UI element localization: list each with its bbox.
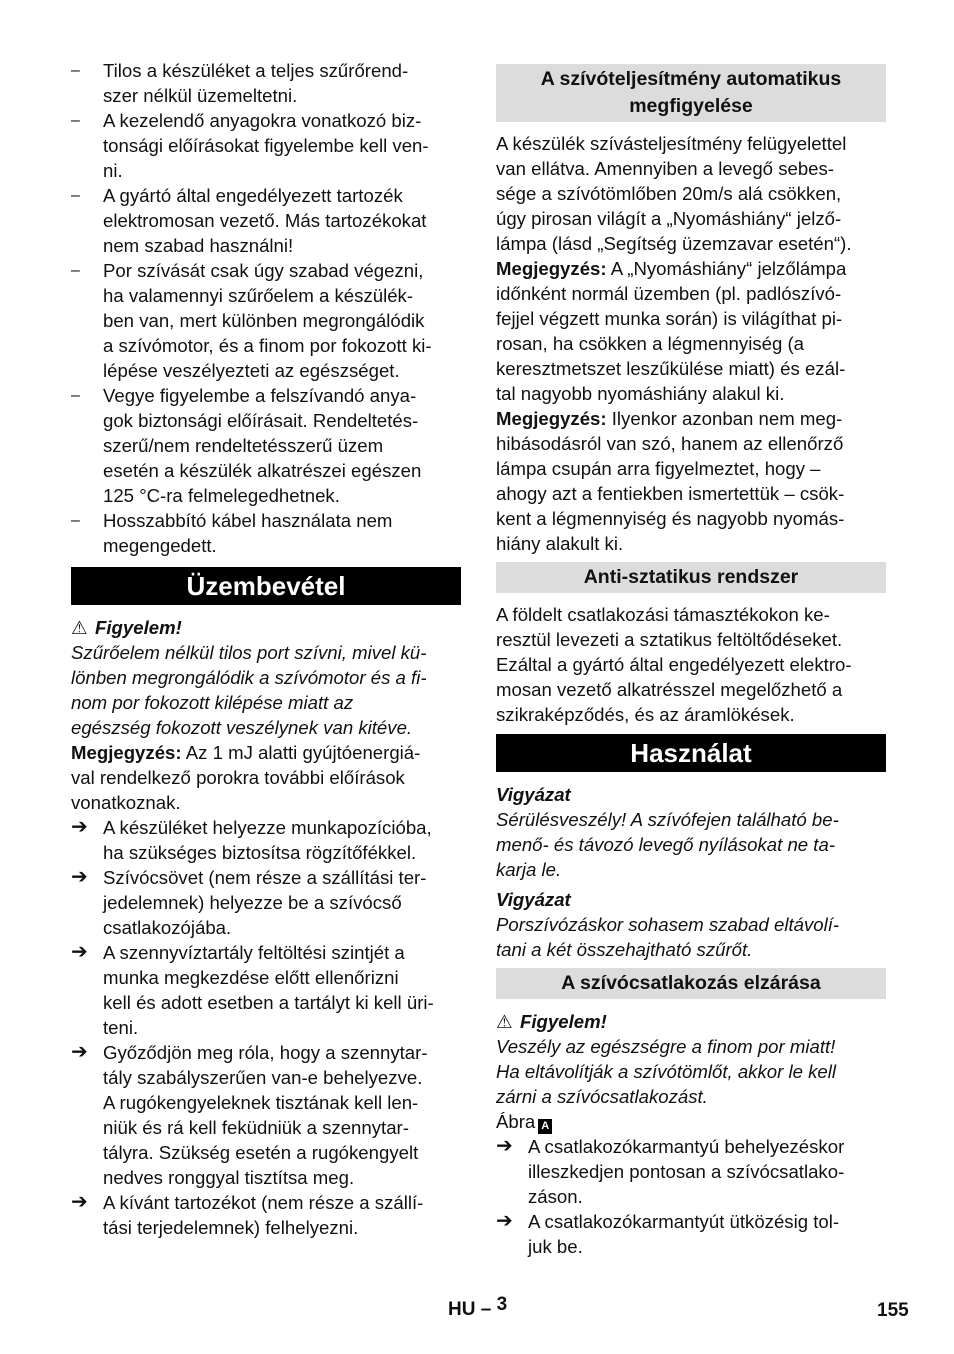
section-title-uzembevetel: Üzembevétel — [71, 567, 461, 605]
step-text: A készüléket helyezze munkapozícióba, ha szükséges biztosítsa rögzítőfékkel. — [103, 817, 432, 863]
step-item — [71, 1040, 461, 1190]
dash-marker: – — [71, 187, 80, 204]
list-item-text: A kezelendő anyagokra vonatkozó biz- tonsági előírásokat figyelembe kell ven- ni. — [103, 110, 429, 181]
note-label: Megjegyzés: — [71, 742, 182, 763]
caution-label: Vigyázat — [496, 784, 571, 805]
note-text: Ilyenkor azonban nem meg- hibásodásról van szó, hanem az ellenőrző lámpa csupán arra figyelmeztet, hogy – ahogy azt a fentiekben ismertettük – csök- kent a légmennyiség és nagyobb nyomás- hiány alakult ki. — [496, 408, 845, 554]
footer-language — [448, 1294, 508, 1322]
warning-label: Figyelem! — [95, 617, 182, 638]
figure-letter-icon: A — [538, 1119, 552, 1134]
monitor-text: A készülék szívásteljesítmény felügyelettel van ellátva. Amennyiben a levegő sebes- sége a szívótömlőben 20m/s alá csökken, úgy pirosan világít a „Nyomáshiány“ jelző- lámpa (lásd „Segítség üzemzavar esetén“). — [496, 133, 852, 254]
note-paragraph — [71, 740, 461, 815]
footer-section-page: 3 — [496, 1294, 508, 1315]
list-item-text: Tilos a készüléket a teljes szűrőrend- szer nélkül üzemeltetni. — [103, 60, 409, 106]
dash-marker: – — [71, 387, 80, 404]
note-paragraph — [496, 406, 886, 556]
list-item — [71, 258, 461, 383]
caution-text: Sérülésveszély! A szívófejen található be- menő- és távozó levegő nyílásokat ne ta- karja le. — [496, 809, 839, 880]
note-label: Megjegyzés: — [496, 258, 607, 279]
caution-label: Vigyázat — [496, 889, 571, 910]
warning-heading — [71, 615, 461, 640]
step-text: Szívócsövet (nem része a szállítási ter- jedelemnek) helyezze be a szívócső csatlakozójába. — [103, 867, 427, 938]
section-title-antistatic: Anti-sztatikus rendszer — [496, 562, 886, 593]
list-item — [71, 183, 461, 258]
list-item — [71, 58, 461, 108]
section-title-hasznalat: Használat — [496, 734, 886, 772]
note-paragraph — [496, 256, 886, 406]
right-column — [496, 58, 886, 1259]
step-item — [496, 1134, 886, 1209]
dash-marker: – — [71, 512, 80, 529]
list-item — [71, 508, 461, 558]
arrow-right-icon: ➔ — [496, 1135, 513, 1157]
caution-text: Porszívózáskor sohasem szabad eltávolí- tani a két összehajtható szűrőt. — [496, 914, 840, 960]
list-item — [71, 108, 461, 183]
step-text: Győződjön meg róla, hogy a szennytar- tály szabályszerűen van-e behelyezve. A rugókengyeleknek tisztának kell len- niük és rá kell feküdniük a szennytar- tályra. Szükség esetén a rugókengyelt nedves ronggyal tisztítsa meg. — [103, 1042, 428, 1188]
step-text: A csatlakozókarmantyút ütközésig tol- juk be. — [528, 1211, 840, 1257]
figure-label: Ábra — [496, 1111, 536, 1132]
warning-label: Figyelem! — [520, 1011, 607, 1032]
safety-list — [71, 58, 461, 558]
list-item-text: A gyártó által engedélyezett tartozék elektromosan vezető. Más tartozékokat nem szabad használni! — [103, 185, 427, 256]
arrow-right-icon: ➔ — [496, 1210, 513, 1232]
step-text: A csatlakozókarmantyú behelyezéskor illeszkedjen pontosan a szívócsatlako- záson. — [528, 1136, 845, 1207]
dash-marker: – — [71, 262, 80, 279]
warning-text: Szűrőelem nélkül tilos port szívni, mivel kü- lönben megrongálódik a szívómotor és a fi- nom por fokozott kilépése miatt az egészség fokozott veszélynek van kitéve. — [71, 642, 427, 738]
section-title-monitoring: A szívóteljesítmény automatikus megfigyelése — [496, 64, 886, 122]
left-column — [71, 58, 461, 1240]
dash-marker: – — [71, 112, 80, 129]
steps-list — [71, 815, 461, 1240]
dash-marker: – — [71, 62, 80, 79]
warning-triangle-icon: ⚠ — [496, 1011, 513, 1032]
step-item — [71, 1190, 461, 1240]
warning-text: Veszély az egészségre a finom por miatt! Ha eltávolítják a szívótömlőt, akkor le kell zárni a szívócsatlakozást. — [496, 1036, 836, 1107]
list-item-text: Vegye figyelembe a felszívandó anya- gok biztonsági előírásait. Rendeltetés- szerű/nem rendeltetésszerű üzem esetén a készülék alkatrészei egészen 125 °C-ra felmelegedhetnek. — [103, 385, 422, 506]
list-item — [71, 383, 461, 508]
arrow-right-icon: ➔ — [71, 1191, 88, 1213]
note-text: A „Nyomáshiány“ jelzőlámpa időnként normál üzemben (pl. padlószívó- fejjel végzett munka során) is világíthat pi- rosan, ha csökken a légmennyiség (a keresztmetszet leszűkülése miatt) és ezál- tal nagyobb nyomáshiány alakul ki. — [496, 258, 847, 404]
step-text: A szennyvíztartály feltöltési szintjét a munka megkezdése előtt ellenőrizni kell és adott esetben a tartályt ki kell üri- teni. — [103, 942, 434, 1038]
steps-list — [496, 1134, 886, 1259]
section-title-close-connection: A szívócsatlakozás elzárása — [496, 968, 886, 999]
step-item — [71, 940, 461, 1040]
arrow-right-icon: ➔ — [71, 1041, 88, 1063]
page-number: 155 — [877, 1300, 909, 1321]
list-item-text: Por szívását csak úgy szabad végezni, ha valamennyi szűrőelem a készülék- ben van, mert különben megrongálódik a szívómotor, és a finom por fokozott ki- lépése veszélyezteti az egészséget. — [103, 260, 432, 381]
arrow-right-icon: ➔ — [71, 941, 88, 963]
warning-triangle-icon: ⚠ — [71, 617, 88, 638]
arrow-right-icon: ➔ — [71, 816, 88, 838]
arrow-right-icon: ➔ — [71, 866, 88, 888]
note-label: Megjegyzés: — [496, 408, 607, 429]
warning-heading — [496, 1009, 886, 1034]
footer-lang-code: HU – — [448, 1299, 492, 1320]
note-text: Az 1 mJ alatti gyújtóenergiá- val rendelkező porokra további előírások vonatkoznak. — [71, 742, 421, 813]
figure-reference — [496, 1109, 886, 1134]
step-item — [71, 865, 461, 940]
list-item-text: Hosszabbító kábel használata nem megengedett. — [103, 510, 393, 556]
step-item — [71, 815, 461, 865]
step-item — [496, 1209, 886, 1259]
step-text: A kívánt tartozékot (nem része a szállí- tási terjedelemnek) felhelyezni. — [103, 1192, 424, 1238]
antistatic-text: A földelt csatlakozási támasztékokon ke- resztül levezeti a sztatikus feltöltődéseket. Ezáltal a gyártó által engedélyezett elektro- mosan vezető alkatrésszel megelőzhető a szikraképződés, és az áramlökések. — [496, 604, 852, 725]
